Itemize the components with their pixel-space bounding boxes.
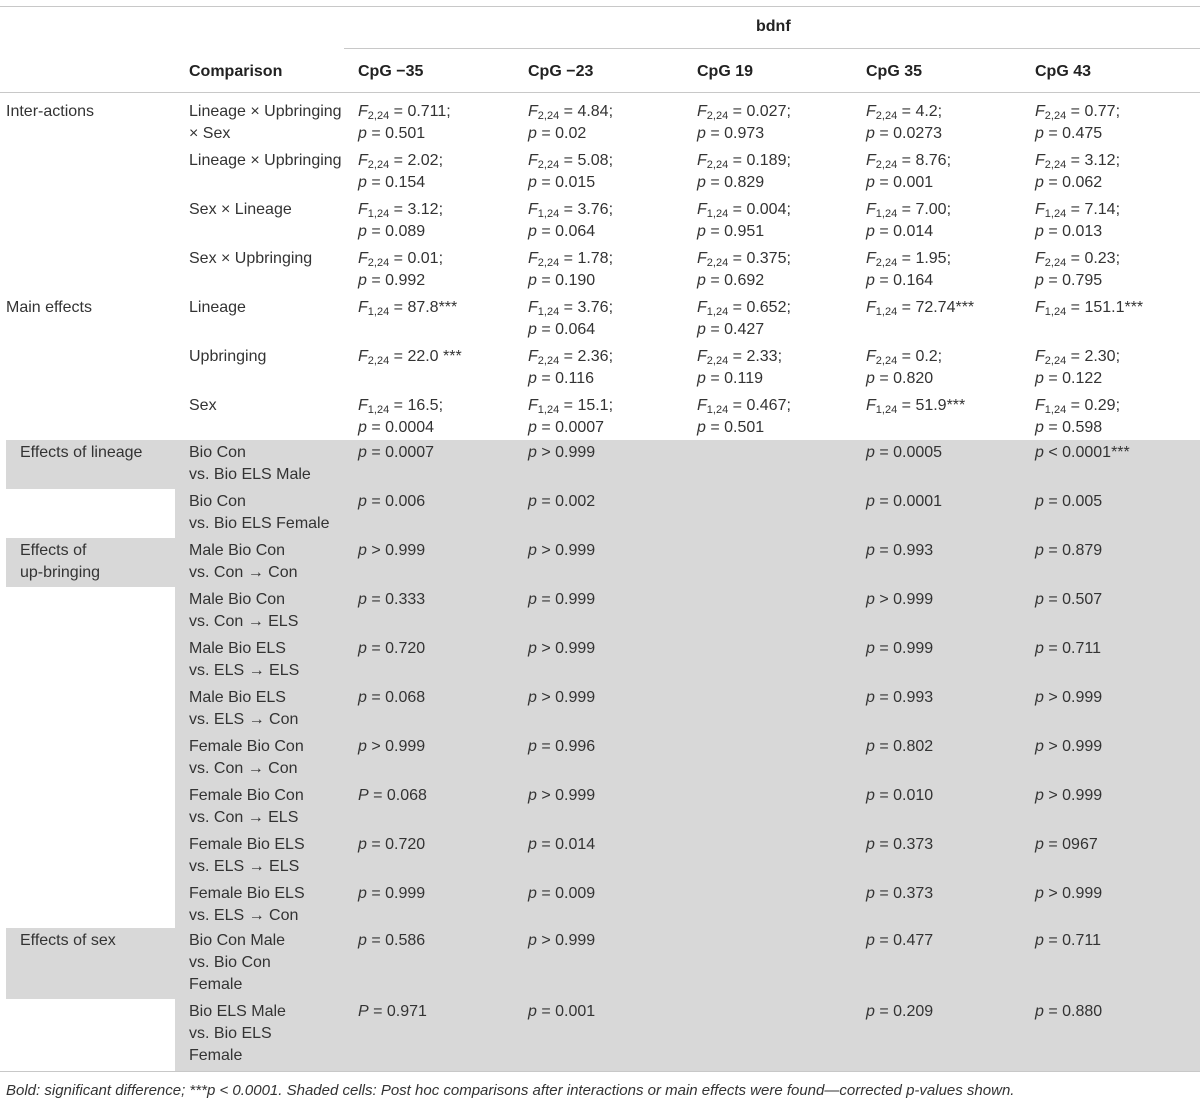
table-cell-value: p = 0.014 (528, 836, 596, 853)
rule-line (0, 1071, 1200, 1072)
table-cell-value: $F_{2,24} = 0.027$; p = 0.973 (697, 103, 791, 142)
table-cell-value: $F_{2,24} = 8.76$; p = 0.001 (866, 152, 952, 191)
table-cell-value: $F_{1,24} = 15.1$; p = 0.0007 (528, 397, 614, 436)
table-cell-value: $F_{1,24} = 72.74***$ (866, 299, 975, 318)
table-cell-value: $F_{2,24} = 4.84$; p = 0.02 (528, 103, 614, 142)
column-header-cpg: CpG 35 (866, 63, 923, 80)
table-cell-value: $F_{1,24} = 16.5$; p = 0.0004 (358, 397, 444, 436)
table-cell-value: p = 0.0005 (866, 444, 943, 461)
row-comparison: Sex × Upbringing (189, 250, 313, 267)
table-cell-value: $F_{1,24} = 3.12$; p = 0.089 (358, 201, 444, 240)
table-cell-value: p = 0.711 (1035, 640, 1101, 657)
row-category: Effects of sex (20, 932, 116, 949)
table-cell-value: p = 0.005 (1035, 493, 1103, 510)
table-cell-value: $F_{2,24} = 4.2$; p = 0.0273 (866, 103, 943, 142)
table-cell-value: p = 0.720 (358, 640, 426, 657)
table-cell-value: p = 0.068 (358, 689, 426, 706)
row-comparison: Bio ELS Male vs. Bio ELS Female (189, 1003, 286, 1064)
table-cell-value: $F_{1,24} = 7.00$; p = 0.014 (866, 201, 952, 240)
table-cell-value: $F_{2,24} = 2.33$; p = 0.119 (697, 348, 783, 387)
table-cell-value: p > 0.999 (1035, 689, 1103, 706)
row-comparison: Upbringing (189, 348, 267, 365)
table-cell-value: p = 0.001 (528, 1003, 596, 1020)
group-header-bdnf: bdnf (756, 18, 791, 35)
table-cell-value: p = 0.993 (866, 689, 934, 706)
table-cell-value: P = 0.068 (358, 787, 427, 804)
table-cell-value: $F_{1,24} = 0.29$; p = 0.598 (1035, 397, 1121, 436)
table-cell-value: p = 0.477 (866, 932, 934, 949)
table-cell-value: p > 0.999 (866, 591, 934, 608)
table-cell-value: $F_{2,24} = 0.77$; p = 0.475 (1035, 103, 1121, 142)
table-cell-value: p > 0.999 (358, 738, 426, 755)
rule-line (0, 6, 1200, 7)
table-cell-value: p > 0.999 (528, 689, 596, 706)
table-cell-value: p = 0.999 (358, 885, 426, 902)
table-cell-value: p = 0.002 (528, 493, 596, 510)
rule-line (344, 48, 1200, 49)
table-cell-value: p = 0.999 (528, 591, 596, 608)
table-cell-value: p > 0.999 (528, 787, 596, 804)
column-header-cpg: CpG −23 (528, 63, 594, 80)
table-cell-value: p = 0967 (1035, 836, 1098, 853)
row-comparison: Male Bio ELS vs. ELS → ELS (189, 640, 300, 679)
table-cell-value: p = 0.006 (358, 493, 426, 510)
table-cell-value: $F_{2,24} = 5.08$; p = 0.015 (528, 152, 614, 191)
table-cell-value: p > 0.999 (1035, 738, 1103, 755)
row-comparison: Sex × Lineage (189, 201, 292, 218)
table-cell-value: $F_{2,24} = 0.01$; p = 0.992 (358, 250, 444, 289)
table-cell-value: $F_{2,24} = 2.36$; p = 0.116 (528, 348, 614, 387)
table-cell-value: $F_{2,24} = 0.711$; p = 0.501 (358, 103, 451, 142)
table-cell-value: $F_{1,24} = 51.9***$ (866, 397, 966, 416)
row-comparison: Female Bio Con vs. Con → ELS (189, 787, 304, 826)
table-cell-value: p > 0.999 (1035, 787, 1103, 804)
table-cell-value: p = 0.0007 (358, 444, 435, 461)
row-comparison: Sex (189, 397, 217, 414)
table-cell-value: p = 0.507 (1035, 591, 1103, 608)
rule-line (0, 92, 1200, 93)
table-cell-value: p = 0.879 (1035, 542, 1103, 559)
row-comparison: Male Bio ELS vs. ELS → Con (189, 689, 299, 728)
table-cell-value: p = 0.880 (1035, 1003, 1103, 1020)
row-comparison: Bio Con vs. Bio ELS Female (189, 493, 330, 532)
table-cell-value: $F_{2,24} = 0.23$; p = 0.795 (1035, 250, 1121, 289)
table-cell-value: p > 0.999 (528, 444, 596, 461)
table-cell-value: p > 0.999 (1035, 885, 1103, 902)
table-cell-value: $F_{2,24} = 2.02$; p = 0.154 (358, 152, 444, 191)
row-comparison: Female Bio ELS vs. ELS → ELS (189, 836, 305, 875)
table-cell-value: $F_{2,24} = 0.2$; p = 0.820 (866, 348, 943, 387)
table-cell-value: p = 0.373 (866, 885, 934, 902)
table-cell-value: $F_{2,24} = 1.95$; p = 0.164 (866, 250, 952, 289)
table-cell-value: p > 0.999 (358, 542, 426, 559)
table-cell-value: p = 0.009 (528, 885, 596, 902)
table-cell-value: $F_{2,24} = 22.0$ *** (358, 348, 462, 367)
table-cell-value: $F_{1,24} = 151.1***$ (1035, 299, 1144, 318)
table-cell-value: p = 0.999 (866, 640, 934, 657)
table-cell-value: p = 0.996 (528, 738, 596, 755)
row-category: Effects of lineage (20, 444, 143, 461)
table-cell-value: $F_{1,24} = 3.76$; p = 0.064 (528, 299, 614, 338)
table-cell-value: p = 0.0001 (866, 493, 943, 510)
column-header-cpg: CpG −35 (358, 63, 424, 80)
table-cell-value: p = 0.333 (358, 591, 426, 608)
row-comparison: Lineage (189, 299, 246, 316)
table-cell-value: p = 0.010 (866, 787, 934, 804)
column-header-cpg: CpG 19 (697, 63, 754, 80)
table-cell-value: p = 0.209 (866, 1003, 934, 1020)
row-comparison: Male Bio Con vs. Con → ELS (189, 591, 299, 630)
table-cell-value: p = 0.993 (866, 542, 934, 559)
table-cell-value: $F_{1,24} = 0.467$; p = 0.501 (697, 397, 791, 436)
table-cell-value: p = 0.711 (1035, 932, 1101, 949)
row-category: Effects of up-bringing (20, 542, 101, 581)
table-cell-value: $F_{1,24} = 7.14$; p = 0.013 (1035, 201, 1121, 240)
row-comparison: Bio Con vs. Bio ELS Male (189, 444, 311, 483)
table-cell-value: $F_{2,24} = 0.375$; p = 0.692 (697, 250, 791, 289)
row-comparison: Bio Con Male vs. Bio Con Female (189, 932, 286, 993)
table-cell-value: p = 0.586 (358, 932, 426, 949)
table-cell-value: $F_{2,24} = 2.30$; p = 0.122 (1035, 348, 1121, 387)
table-cell-value: p = 0.720 (358, 836, 426, 853)
table-cell-value: $F_{1,24} = 3.76$; p = 0.064 (528, 201, 614, 240)
table-cell-value: $F_{1,24} = 0.004$; p = 0.951 (697, 201, 791, 240)
row-comparison: Lineage × Upbringing (189, 152, 342, 169)
table-cell-value: $F_{1,24} = 0.652$; p = 0.427 (697, 299, 791, 338)
row-comparison: Female Bio Con vs. Con → Con (189, 738, 304, 777)
table-cell-value: p > 0.999 (528, 542, 596, 559)
column-header-comparison: Comparison (189, 63, 283, 80)
table-footnote: Bold: significant difference; ***p < 0.0001. Shaded cells: Post hoc comparisons after interactions or main effects were found—corrected p-values shown. (6, 1082, 1015, 1099)
column-header-cpg: CpG 43 (1035, 63, 1092, 80)
table-cell-value: $F_{1,24} = 87.8***$ (358, 299, 458, 318)
row-comparison: Lineage × Upbringing × Sex (189, 103, 342, 142)
table-cell-value: p = 0.802 (866, 738, 934, 755)
row-category: Main effects (6, 299, 92, 316)
table-cell-value: P = 0.971 (358, 1003, 427, 1020)
row-category: Inter-actions (6, 103, 95, 120)
table-cell-value: $F_{2,24} = 0.189$; p = 0.829 (697, 152, 791, 191)
row-comparison: Male Bio Con vs. Con → Con (189, 542, 298, 581)
table-cell-value: p > 0.999 (528, 640, 596, 657)
table-cell-value: p < 0.0001*** (1035, 444, 1130, 461)
row-comparison: Female Bio ELS vs. ELS → Con (189, 885, 305, 924)
table-cell-value: p = 0.373 (866, 836, 934, 853)
table-cell-value: $F_{2,24} = 1.78$; p = 0.190 (528, 250, 614, 289)
table-cell-value: $F_{2,24} = 3.12$; p = 0.062 (1035, 152, 1121, 191)
table-cell-value: p > 0.999 (528, 932, 596, 949)
